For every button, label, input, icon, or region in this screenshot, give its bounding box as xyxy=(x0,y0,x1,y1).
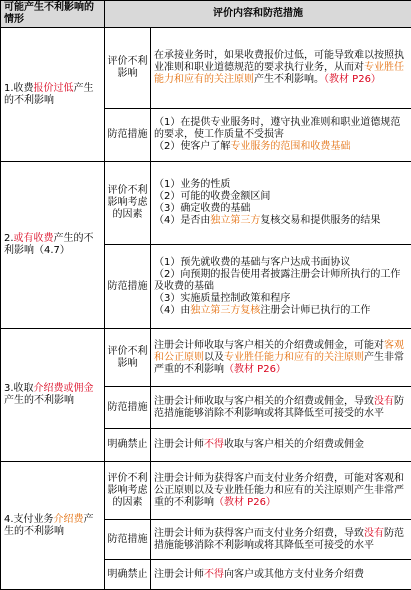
case-receive-referral-fee: 3.收取介绍费或佣金产生的不利影响 xyxy=(1,329,105,462)
label-eval-factors: 评价不利影响考虑的因素 xyxy=(105,162,151,245)
r3-ban-text: 注册会计师不得收取与客户相关的介绍费或佣金 xyxy=(151,429,411,462)
r1-eval-text: 在承接业务时，如果收费报价过低，可能导致难以按照执业准则和职业道德规范的要求执行业务，从而对专业胜任能力和应有的关注原则产生不利影响。（教材 P26） xyxy=(151,28,411,109)
r2-prevent-text: （1）预先就收费的基础与客户达成书面协议 （2）向预期的报告使用者披露注册会计师所执行的工作及收费的基础 （3）实施质量控制政策和程序 （4）由独立第三方复核注册会计师已执行的工作 xyxy=(151,245,411,329)
case-contingent-fee: 2.或有收费产生的不利影响（4.7） xyxy=(1,162,105,329)
r4-eval-text: 注册会计师为获得客户而支付业务介绍费，可能对客观和公正原则以及专业胜任能力和应有的关注原则产生非常严重的不利影响（教材 P26） xyxy=(151,462,411,520)
header-content: 评价内容和防范措施 xyxy=(105,1,411,28)
label-eval: 评价不利影响 xyxy=(105,329,151,387)
r3-eval-text: 注册会计师收取与客户相关的介绍费或佣金，可能对客观和公正原则以及专业胜任能力和应有的关注原则产生非常严重的不利影响（教材 P26） xyxy=(151,329,411,387)
header-situation: 可能产生不利影响的情形 xyxy=(1,1,105,28)
label-ban: 明确禁止 xyxy=(105,560,151,590)
r3-prevent-text: 注册会计师收取与客户相关的介绍费或佣金，导致没有防范措施能够消除不利影响或将其降低至可接受的水平 xyxy=(151,387,411,429)
r1-prevent-text: （1）在提供专业服务时，遵守执业准则和职业道德规范的要求，使工作质量不受损害 （2）使客户了解专业服务的范围和收费基础 xyxy=(151,109,411,162)
r2-factors-text: （1）业务的性质 （2）可能的收费金额区间 （3）确定收费的基础 （4）是否由独立第三方复核交易和提供服务的结果 xyxy=(151,162,411,245)
label-prevent: 防范措施 xyxy=(105,520,151,560)
label-ban: 明确禁止 xyxy=(105,429,151,462)
r4-prevent-text: 注册会计师为获得客户而支付业务介绍费，导致没有防范措施能够消除不利影响或将其降低至可接受的水平 xyxy=(151,520,411,560)
r4-ban-text: 注册会计师不得向客户或其他方支付业务介绍费 xyxy=(151,560,411,590)
case-pay-referral-fee: 4.支付业务介绍费产生的不利影响 xyxy=(1,462,105,590)
label-eval-factors: 评价不利影响考虑的因素 xyxy=(105,462,151,520)
label-prevent: 防范措施 xyxy=(105,387,151,429)
case-low-fee: 1.收费报价过低产生的不利影响 xyxy=(1,28,105,162)
label-prevent: 防范措施 xyxy=(105,109,151,162)
label-eval: 评价不利影响 xyxy=(105,28,151,109)
label-prevent: 防范措施 xyxy=(105,245,151,329)
